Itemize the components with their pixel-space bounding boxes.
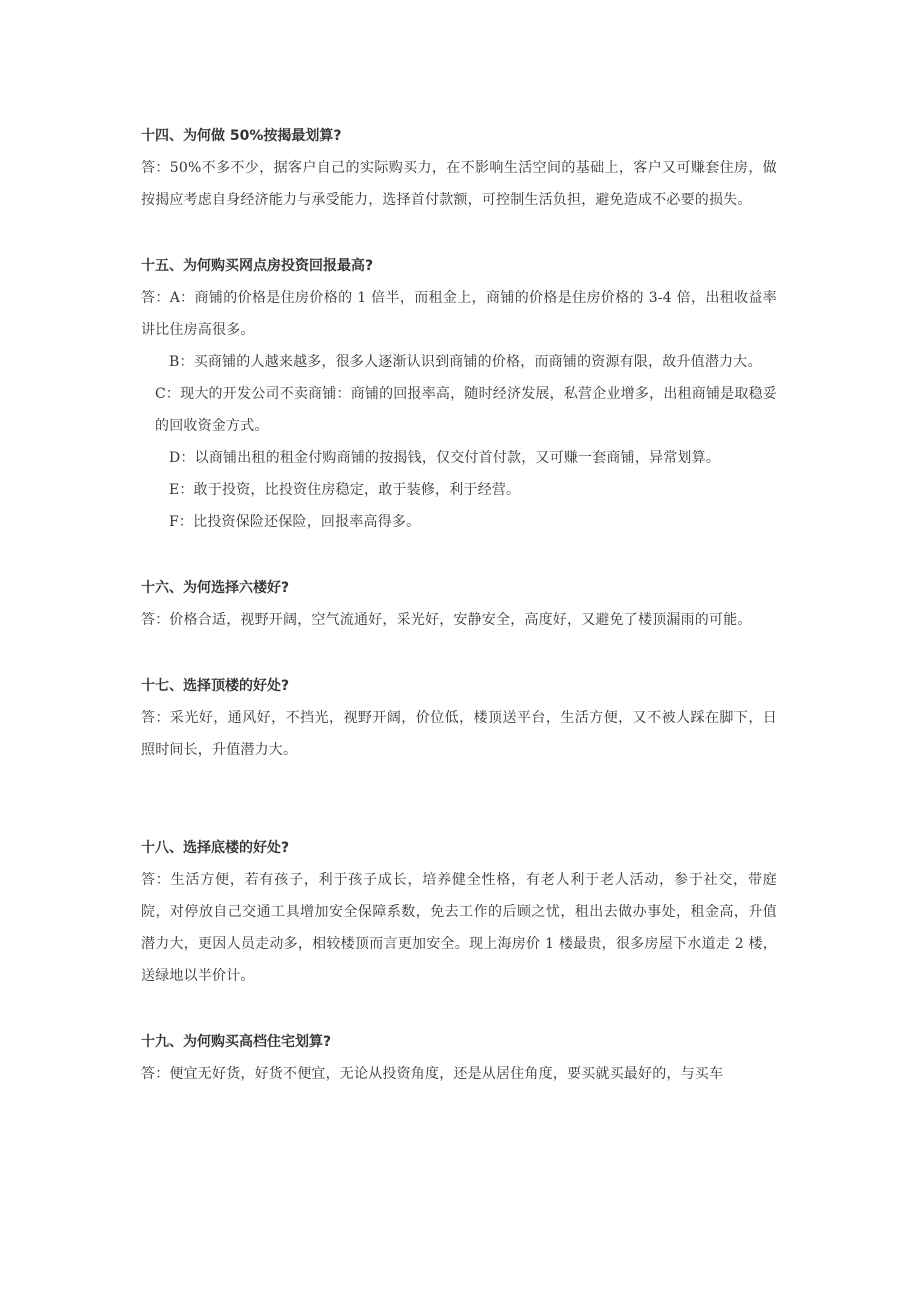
section-16 [141, 572, 777, 636]
answer-point-f: F：比投资保险还保险，回报率高得多。 [169, 514, 421, 530]
answer-point-c: C：现大的开发公司不卖商铺：商铺的回报率高，随时经济发展，私营企业增多，出租商铺是取稳妥的回收资金方式。 [155, 386, 777, 434]
answer-paragraph: 答：便宜无好货，好货不便宜，无论从投资角度，还是从居住角度，要买就买最好的，与买车 [141, 1066, 724, 1082]
section-title: 十六、为何选择六楼好? [141, 580, 290, 596]
spacer [141, 992, 777, 1026]
section-15 [141, 250, 777, 538]
answer-paragraph: 答：A：商铺的价格是住房价格的 1 倍半，而租金上，商铺的价格是住房价格的 3-4 倍，出租收益率讲比住房高很多。 [141, 290, 777, 338]
document-body [141, 120, 777, 1090]
spacer [141, 216, 777, 250]
section-17 [141, 670, 777, 766]
section-title: 十五、为何购买网点房投资回报最高? [141, 258, 374, 274]
answer-point-d: D：以商铺出租的租金付购商铺的按揭钱，仅交付首付款，又可赚一套商铺，异常划算。 [169, 450, 721, 466]
spacer [141, 766, 777, 832]
section-title: 十七、选择顶楼的好处? [141, 678, 290, 694]
section-title: 十八、选择底楼的好处? [141, 840, 290, 856]
answer-paragraph: 答：50%不多不少，据客户自己的实际购买力，在不影响生活空间的基础上，客户又可赚套住房，做按揭应考虑自身经济能力与承受能力，选择首付款额，可控制生活负担，避免造成不必要的损失。 [141, 160, 777, 208]
section-14 [141, 120, 777, 216]
answer-paragraph: 答：价格合适，视野开阔，空气流通好，采光好，安静安全，高度好，又避免了楼顶漏雨的可能。 [141, 612, 752, 628]
answer-paragraph: 答：采光好，通风好，不挡光，视野开阔，价位低，楼顶送平台，生活方便，又不被人踩在脚下，日照时间长，升值潜力大。 [141, 710, 777, 758]
spacer [141, 538, 777, 572]
section-18 [141, 832, 777, 992]
answer-paragraph: 答：生活方便，若有孩子，利于孩子成长，培养健全性格，有老人利于老人活动，参于社交，带庭院，对停放自己交通工具增加安全保障系数，免去工作的后顾之忧，租出去做办事处，租金高，升值潜力大，更因人员走动多，相较楼顶而言更加安全。现上海房价 1 楼最贵，很多房屋下水道走 2 楼，送绿地以半价计。 [141, 872, 777, 984]
section-title: 十九、为何购买高档住宅划算? [141, 1034, 332, 1050]
spacer [141, 636, 777, 670]
section-19 [141, 1026, 777, 1090]
answer-point-b: B：买商铺的人越来越多，很多人逐渐认识到商铺的价格，而商铺的资源有限，故升值潜力大。 [169, 354, 762, 370]
section-title: 十四、为何做 50%按揭最划算? [141, 128, 342, 144]
answer-point-e: E：敢于投资，比投资住房稳定，敢于装修，利于经营。 [169, 482, 521, 498]
